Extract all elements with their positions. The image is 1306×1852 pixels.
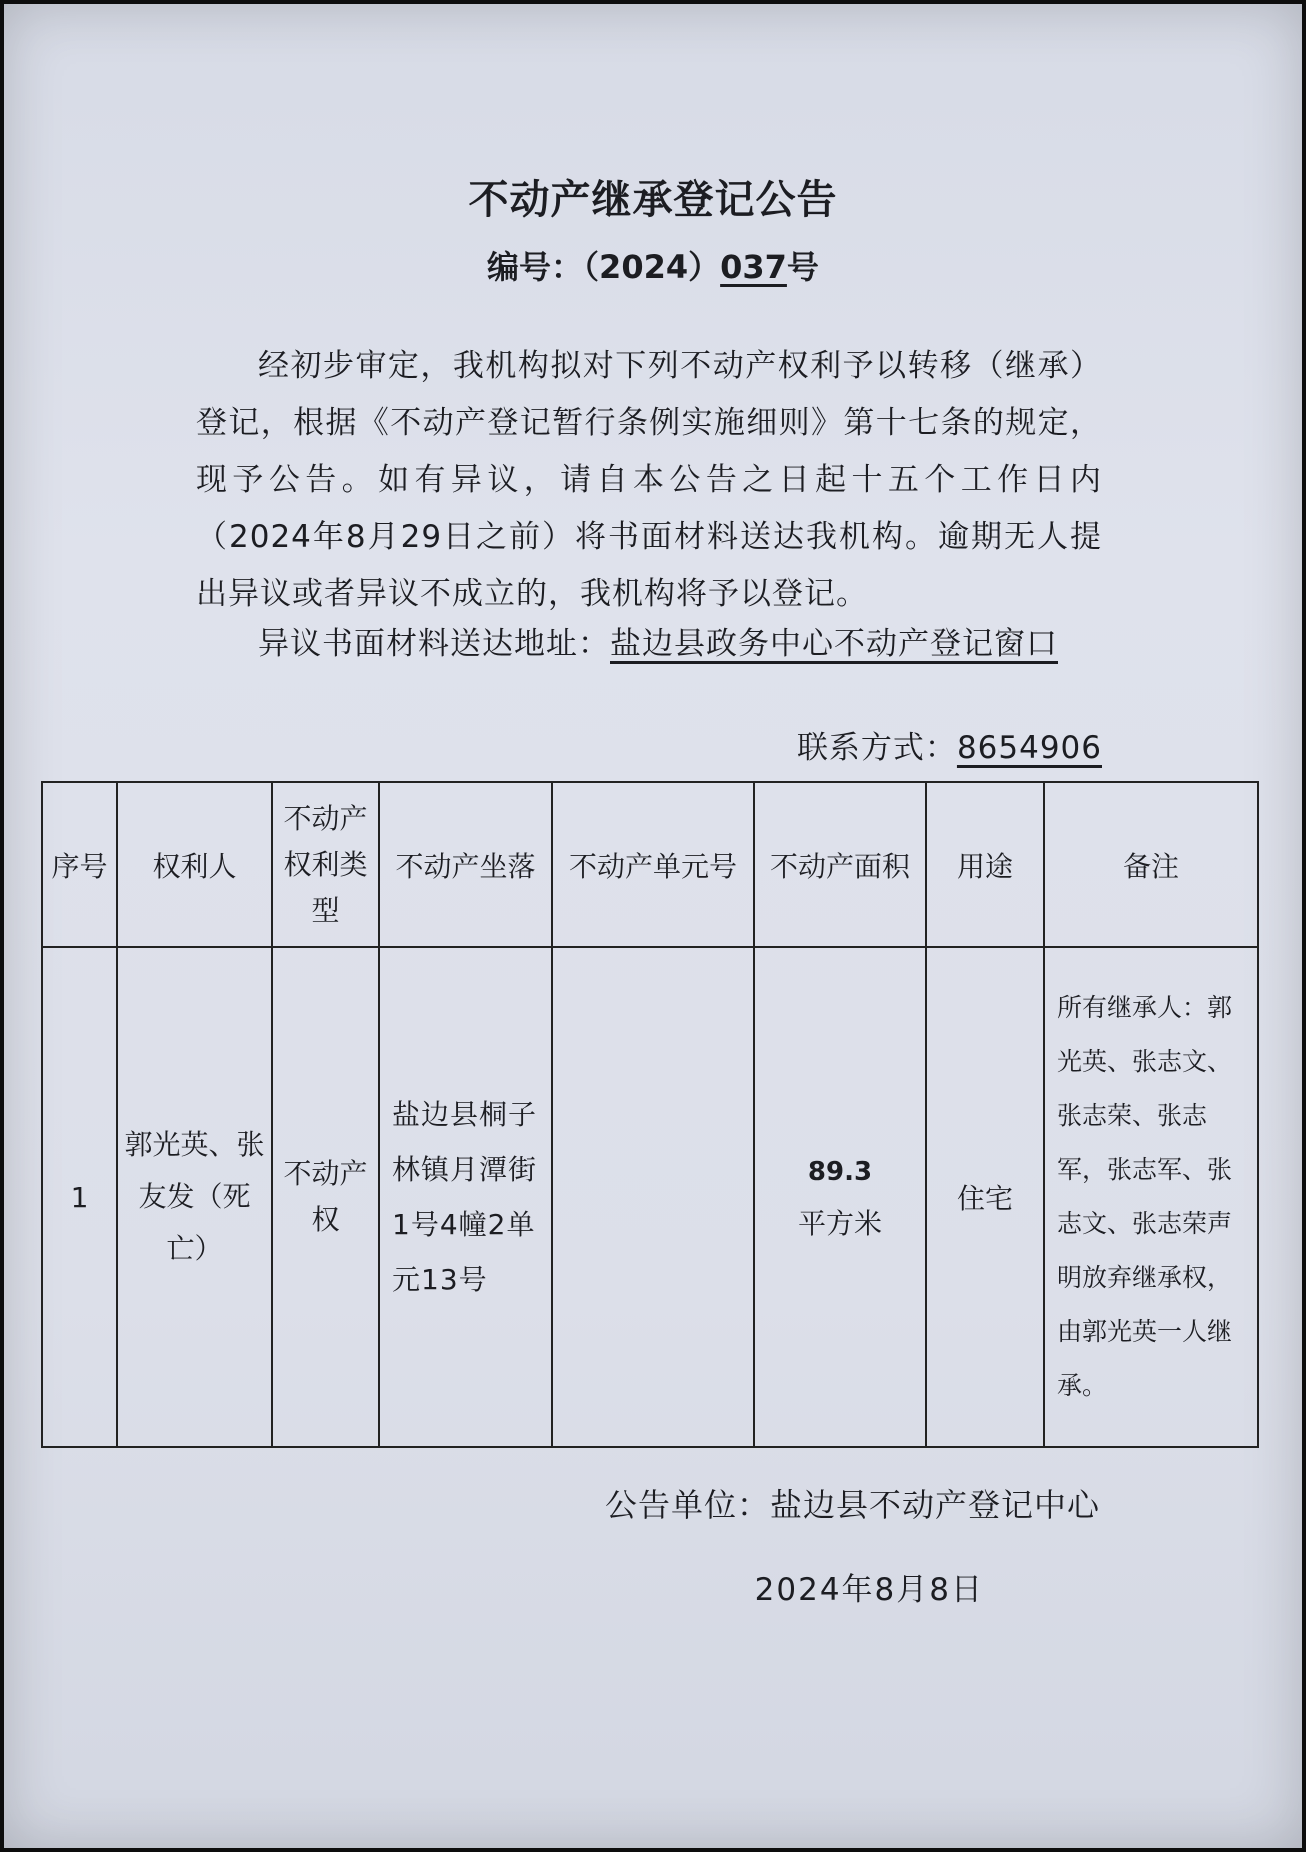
header-use: 用途 xyxy=(926,782,1044,947)
notice-paragraph: 经初步审定，我机构拟对下列不动产权利予以转移（继承）登记，根据《不动产登记暂行条例实施细则》第十七条的规定，现予公告。如有异议，请自本公告之日起十五个工作日内（2024年8月29日之前）将书面材料送达我机构。逾期无人提出异议或者异议不成立的，我机构将予以登记。 xyxy=(196,348,1102,612)
cell-right-type: 不动产权 xyxy=(272,947,379,1447)
document-number-prefix: 编号：（2024） xyxy=(487,248,721,286)
header-seq: 序号 xyxy=(42,782,117,947)
document-number-value: 037 xyxy=(720,248,787,286)
issuer: 公告单位：盐边县不动产登记中心 xyxy=(604,1486,1100,1524)
cell-use: 住宅 xyxy=(926,947,1044,1447)
cell-seq: 1 xyxy=(42,947,117,1447)
objection-address-value: 盐边县政务中心不动产登记窗口 xyxy=(610,626,1058,662)
header-right-type: 不动产权利类型 xyxy=(272,782,379,947)
notice-body xyxy=(196,338,1102,623)
header-area: 不动产面积 xyxy=(754,782,926,947)
document-number xyxy=(0,242,1306,288)
document-number-suffix: 号 xyxy=(786,248,819,286)
registration-table xyxy=(41,781,1259,1448)
contact-label: 联系方式： xyxy=(796,730,957,766)
cell-unit-no xyxy=(552,947,754,1447)
objection-address xyxy=(196,616,1102,673)
area-unit: 平方米 xyxy=(797,1206,882,1240)
cell-owner: 郭光英、张友发（死亡） xyxy=(117,947,272,1447)
area-value: 89.3 xyxy=(807,1156,873,1187)
notice-title: 不动产继承登记公告 xyxy=(468,177,838,223)
issue-date: 2024年8月8日 xyxy=(754,1572,984,1608)
objection-address-label: 异议书面材料送达地址： xyxy=(258,626,610,662)
table-row xyxy=(42,947,1258,1447)
cell-location: 盐边县桐子林镇月潭街1号4幢2单元13号 xyxy=(379,947,552,1447)
contact-info xyxy=(797,722,1102,767)
cell-area xyxy=(754,947,926,1447)
header-location: 不动产坐落 xyxy=(379,782,552,947)
header-owner: 权利人 xyxy=(117,782,272,947)
header-remark: 备注 xyxy=(1044,782,1258,947)
contact-phone: 8654906 xyxy=(956,730,1102,766)
header-unit-no: 不动产单元号 xyxy=(552,782,754,947)
cell-remark: 所有继承人：郭光英、张志文、张志荣、张志军，张志军、张志文、张志荣声明放弃继承权，由郭光英一人继承。 xyxy=(1044,947,1258,1447)
table-header-row xyxy=(42,782,1258,947)
